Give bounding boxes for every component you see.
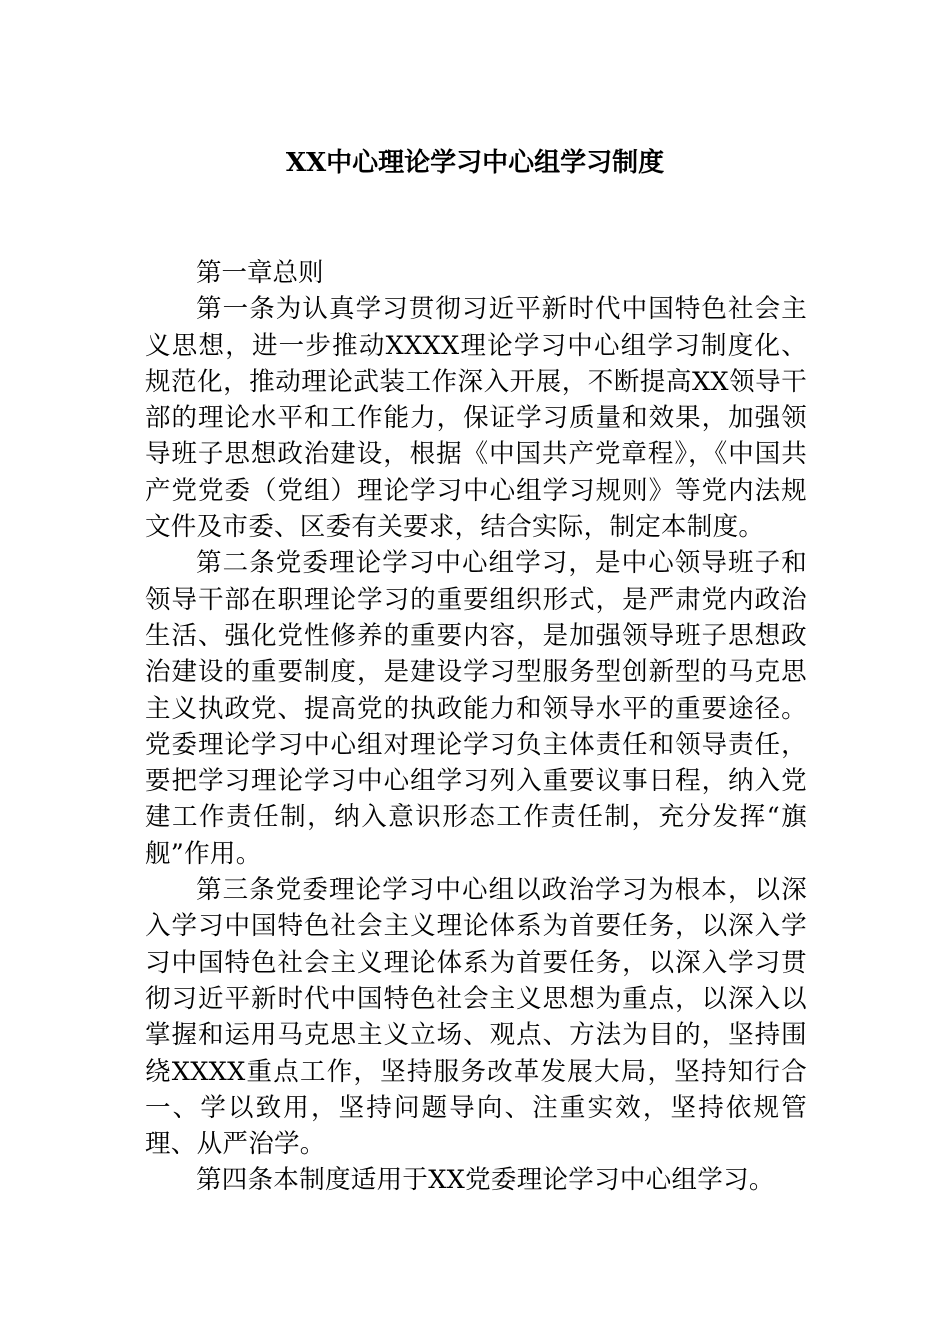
article-1: 第一条为认真学习贯彻习近平新时代中国特色社会主义思想，进一步推动XXXX理论学习中心组学习制度化、规范化，推动理论武装工作深入开展，不断提高XX领导干部的理论水平和工作能力，保证学习质量和效果，加强领导班子思想政治建设，根据《中国共产党章程》，《中国共产党党委（党组）理论学习中心组学习规则》等党内法规文件及市委、区委有关要求，结合实际，制定本制度。 <box>145 294 807 543</box>
document-body <box>145 255 807 1199</box>
article-4: 第四条本制度适用于XX党委理论学习中心组学习。 <box>196 1165 775 1196</box>
article-3: 第三条党委理论学习中心组以政治学习为根本，以深入学习中国特色社会主义理论体系为首要任务，以深入学习中国特色社会主义理论体系为首要任务，以深入学习贯彻习近平新时代中国特色社会主义思想为重点，以深入以掌握和运用马克思主义立场、观点、方法为目的，坚持围绕XXXX重点工作，坚持服务改革发展大局，坚持知行合一、学以致用，坚持问题导向、注重实效，坚持依规管理、从严治学。 <box>145 875 807 1160</box>
chapter-heading: 第一章总则 <box>196 258 324 288</box>
document-title: XX中心理论学习中心组学习制度 <box>285 148 665 178</box>
article-2: 第二条党委理论学习中心组学习，是中心领导班子和领导干部在职理论学习的重要组织形式，是严肃党内政治生活、强化党性修养的重要内容，是加强领导班子思想政治建设的重要制度，是建设学习型服务型创新型的马克思主义执政党、提高党的执政能力和领导水平的重要途径。党委理论学习中心组对理论学习负主体责任和领导责任，要把学习理论学习中心组学习列入重要议事日程，纳入党建工作责任制，纳入意识形态工作责任制，充分发挥“旗舰”作用。 <box>145 548 807 869</box>
